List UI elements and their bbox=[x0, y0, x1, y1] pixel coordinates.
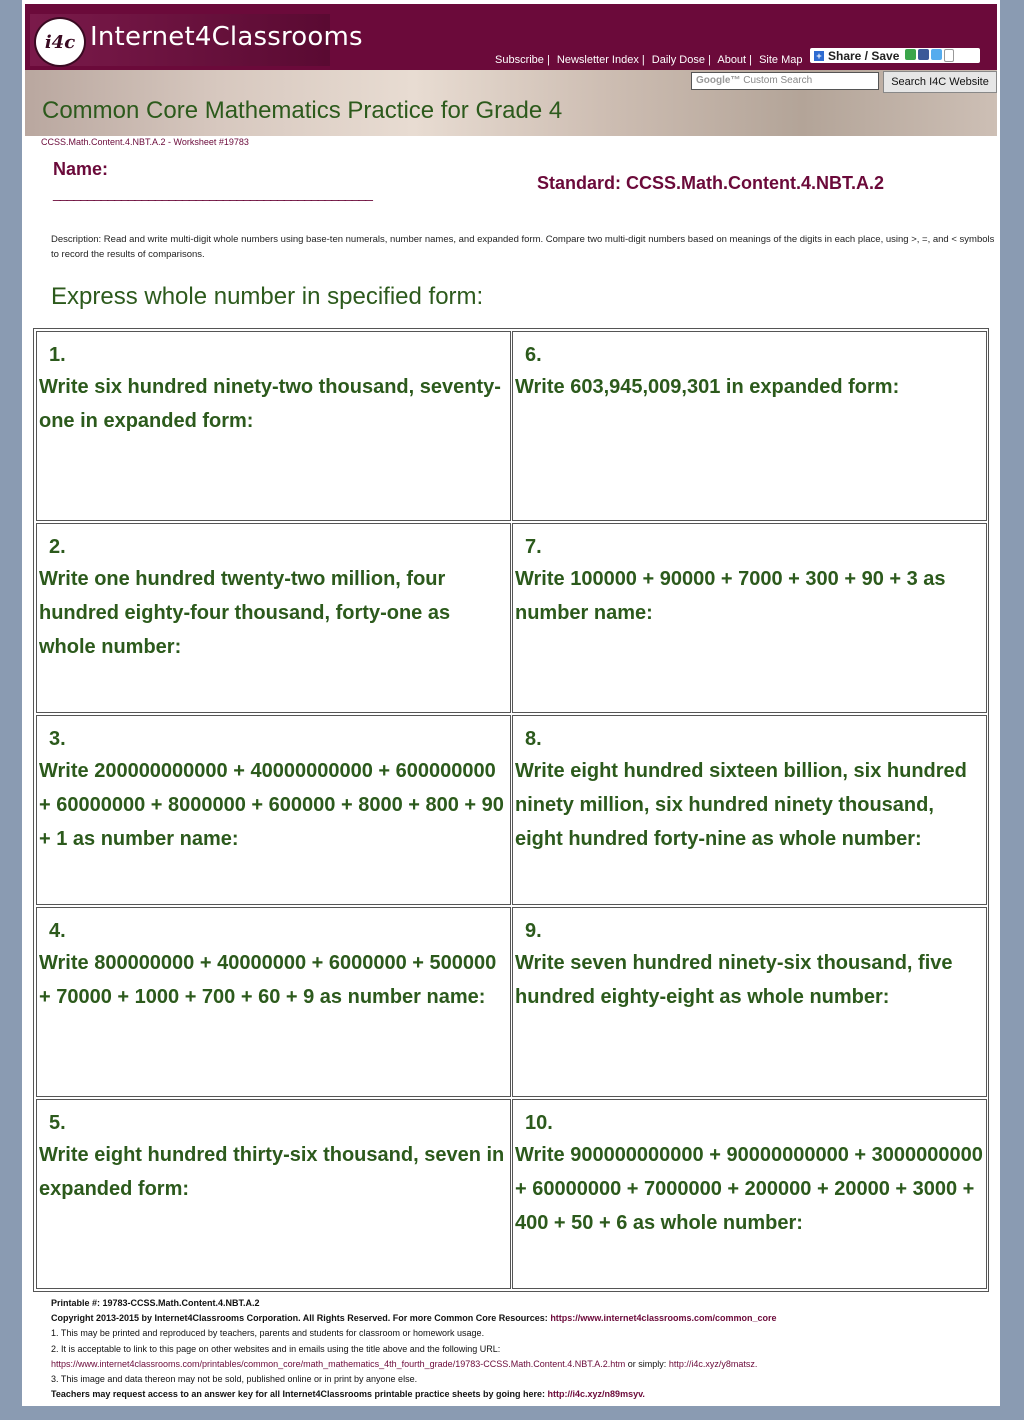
share-label: Share / Save bbox=[828, 48, 900, 63]
question-cell bbox=[36, 715, 511, 905]
logo-text: Internet4Classrooms bbox=[90, 22, 363, 52]
page-title: Common Core Mathematics Practice for Grade 4 bbox=[42, 97, 563, 124]
nav-about[interactable]: About | bbox=[717, 54, 753, 66]
plus-icon: + bbox=[814, 51, 824, 61]
breadcrumb: CCSS.Math.Content.4.NBT.A.2 - Worksheet #19783 bbox=[41, 137, 249, 147]
question-number: 8. bbox=[525, 728, 542, 750]
question-number: 9. bbox=[525, 920, 542, 942]
question-cell bbox=[36, 907, 511, 1097]
share-icons bbox=[905, 49, 954, 62]
site-header bbox=[25, 4, 997, 70]
site-logo[interactable] bbox=[30, 14, 363, 66]
search-button[interactable]: Search I4C Website bbox=[883, 71, 997, 93]
nav-newsletter-index[interactable]: Newsletter Index | bbox=[556, 54, 645, 66]
question-text: Write eight hundred sixteen billion, six hundred ninety million, six hundred ninety thousand, eight hundred forty-nine as whole number: bbox=[515, 760, 967, 850]
printable-number: Printable #: 19783-CCSS.Math.Content.4.NBT.A.2 bbox=[51, 1298, 260, 1308]
standard-label: Standard: CCSS.Math.Content.4.NBT.A.2 bbox=[537, 173, 885, 193]
i4c-logo-icon: i4c bbox=[34, 17, 86, 67]
question-number: 7. bbox=[525, 536, 542, 558]
nav-daily-dose[interactable]: Daily Dose | bbox=[651, 54, 711, 66]
question-cell bbox=[512, 715, 987, 905]
answer-key-link[interactable]: http://i4c.xyz/n89msyv. bbox=[547, 1389, 645, 1400]
question-cell bbox=[36, 331, 511, 521]
question-text: Write eight hundred thirty-six thousand, seven in expanded form: bbox=[39, 1144, 505, 1200]
share-save-button[interactable] bbox=[810, 48, 980, 63]
instruction-heading: Express whole number in specified form: bbox=[51, 283, 484, 310]
question-text: Write one hundred twenty-two million, four hundred eighty-four thousand, forty-one as whole number: bbox=[39, 568, 451, 658]
footer-note-1: 1. This may be printed and reproduced by teachers, parents and students for classroom or homework usage. bbox=[51, 1328, 485, 1339]
question-cell bbox=[512, 523, 987, 713]
question-cell bbox=[36, 523, 511, 713]
answer-key-note bbox=[51, 1387, 981, 1402]
question-number: 6. bbox=[525, 344, 542, 366]
question-number: 4. bbox=[49, 920, 66, 942]
twitter-icon bbox=[931, 49, 942, 60]
header-banner bbox=[25, 70, 997, 136]
teachers-text: Teachers may request access to an answer key for all Internet4Classrooms printable practice sheets by going here: bbox=[51, 1389, 546, 1400]
worksheet-url-link[interactable]: https://www.internet4classrooms.com/printables/common_core/math_mathematics_4th_fourth_grade/19783-CCSS.Math.Content.4.NBT.A.2.htm bbox=[51, 1358, 626, 1369]
search-input[interactable] bbox=[691, 72, 879, 90]
question-number: 1. bbox=[49, 344, 66, 366]
question-text: Write 800000000 + 40000000 + 6000000 + 500000 + 70000 + 1000 + 700 + 60 + 9 as number name: bbox=[39, 952, 497, 1008]
top-nav bbox=[495, 54, 807, 66]
name-label: Name: bbox=[53, 159, 109, 179]
question-cell bbox=[512, 331, 987, 521]
copyright bbox=[51, 1311, 981, 1326]
question-text: Write seven hundred ninety-six thousand, five hundred eighty-eight as whole number: bbox=[515, 952, 953, 1008]
question-number: 10. bbox=[525, 1112, 553, 1134]
name-line: _______________________________________________ bbox=[53, 185, 372, 201]
question-grid bbox=[33, 328, 989, 1292]
email-share-icon bbox=[905, 49, 916, 60]
nav-subscribe[interactable]: Subscribe | bbox=[495, 54, 550, 66]
common-core-link[interactable]: https://www.internet4classrooms.com/common_core bbox=[550, 1313, 777, 1324]
or-simply-text: or simply: bbox=[627, 1358, 667, 1369]
question-cell bbox=[512, 907, 987, 1097]
question-text: Write 603,945,009,301 in expanded form: bbox=[515, 376, 900, 398]
dropdown-arrows-icon bbox=[944, 49, 954, 62]
short-url-link[interactable]: http://i4c.xyz/y8matsz. bbox=[668, 1358, 758, 1369]
worksheet-page bbox=[22, 0, 1000, 1406]
question-cell bbox=[36, 1099, 511, 1289]
question-text: Write 900000000000 + 90000000000 + 3000000000 + 60000000 + 7000000 + 200000 + 20000 + 3000 + 400 + 50 + 6 as whole number: bbox=[515, 1144, 983, 1234]
question-cell bbox=[512, 1099, 987, 1289]
search-placeholder: Custom Search bbox=[743, 75, 813, 86]
google-logo-icon: Google™ bbox=[696, 75, 741, 86]
question-number: 5. bbox=[49, 1112, 66, 1134]
question-text: Write six hundred ninety-two thousand, seventy-one in expanded form: bbox=[39, 376, 501, 432]
nav-site-map[interactable]: Site Map bbox=[759, 54, 803, 66]
footer bbox=[51, 1296, 981, 1402]
question-number: 3. bbox=[49, 728, 66, 750]
footer-note-3: 3. This image and data thereon may not be sold, published online or in print by anyone else. bbox=[51, 1374, 418, 1385]
copyright-text: Copyright 2013-2015 by Internet4Classrooms Corporation. All Rights Reserved. For more Common Core Resources: bbox=[51, 1313, 548, 1324]
question-text: Write 100000 + 90000 + 7000 + 300 + 90 + 3 as number name: bbox=[515, 568, 946, 624]
footer-urls bbox=[51, 1357, 981, 1372]
footer-note-2: 2. It is acceptable to link to this page on other websites and in emails using the title above and the following URL: bbox=[51, 1343, 501, 1354]
description: Description: Read and write multi-digit whole numbers using base-ten numerals, number names, and expanded form. Compare two multi-digit numbers based on meanings of the digits in each place, using >, =, and < symbols to record the results of comparisons. bbox=[51, 234, 995, 260]
question-number: 2. bbox=[49, 536, 66, 558]
question-text: Write 200000000000 + 40000000000 + 600000000 + 60000000 + 8000000 + 600000 + 8000 + 800 + 90 + 1 as number name: bbox=[39, 760, 504, 850]
facebook-icon bbox=[918, 49, 929, 60]
